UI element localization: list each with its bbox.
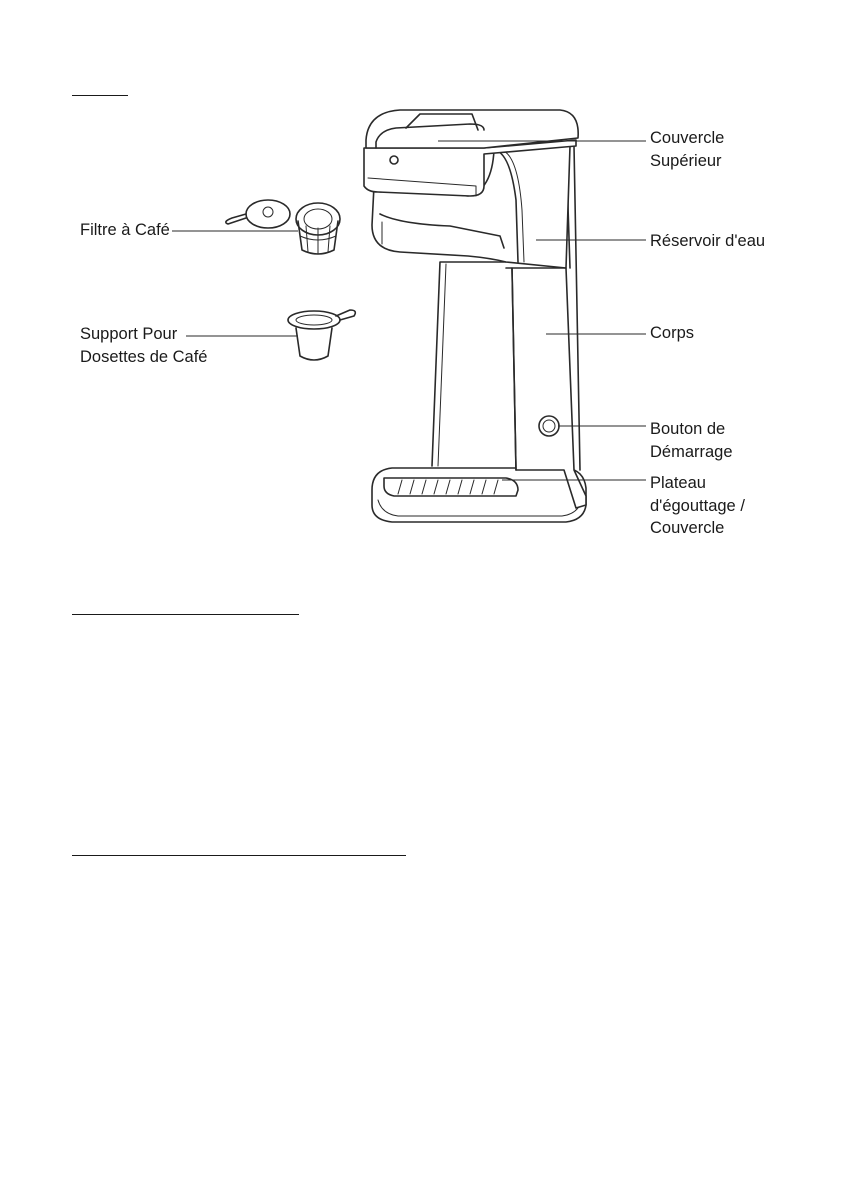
label-coffee-filter-text: Filtre à Café xyxy=(80,221,170,239)
label-top-lid-line2: Supérieur xyxy=(650,151,722,170)
label-drip-tray xyxy=(650,472,745,540)
label-water-reservoir-text: Réservoir d'eau xyxy=(650,232,766,250)
label-start-button xyxy=(650,418,733,463)
label-start-button-line2: Démarrage xyxy=(650,442,733,461)
label-start-button-line1: Bouton de xyxy=(650,420,726,438)
label-top-lid-line1: Couvercle xyxy=(650,129,725,147)
label-coffee-filter xyxy=(80,219,170,242)
label-pod-holder-line1: Support Pour xyxy=(80,325,178,343)
label-drip-tray-line2: d'égouttage / xyxy=(650,496,745,515)
label-pod-holder-line2: Dosettes de Café xyxy=(80,347,208,366)
label-pod-holder xyxy=(80,323,208,368)
coffee-maker-illustration xyxy=(364,110,586,522)
label-water-reservoir xyxy=(650,230,765,253)
label-body-text: Corps xyxy=(650,324,695,342)
label-drip-tray-line1: Plateau xyxy=(650,474,706,492)
label-top-lid xyxy=(650,127,724,172)
coffee-filter-illustration xyxy=(226,200,340,254)
pod-holder-illustration xyxy=(288,310,355,360)
label-body xyxy=(650,322,694,345)
label-drip-tray-line3: Couvercle xyxy=(650,519,725,537)
